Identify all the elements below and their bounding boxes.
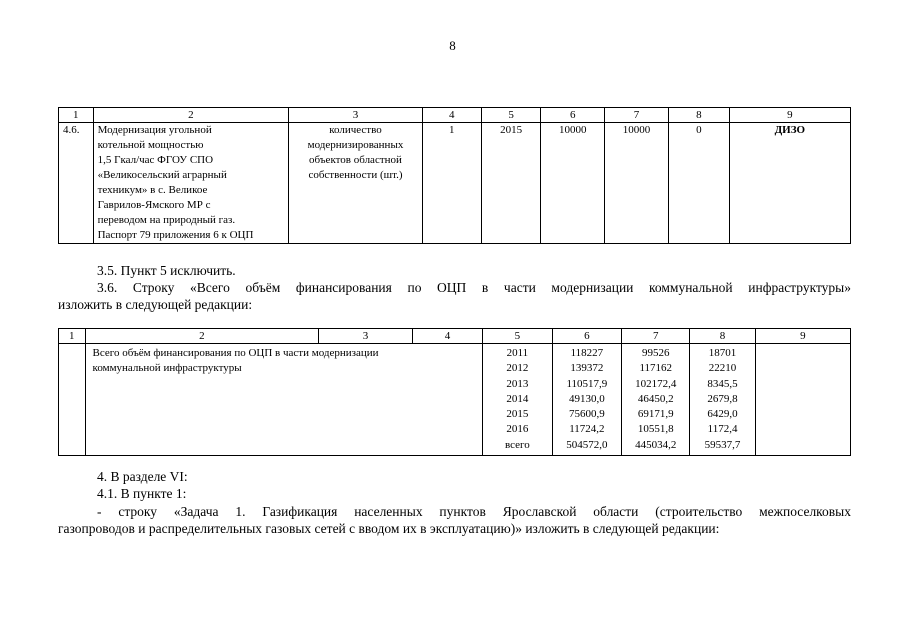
header-cell-4: 4: [422, 108, 481, 123]
header-cell-5: 5: [481, 108, 541, 123]
financing-name: [85, 344, 483, 456]
header-cell-4: 4: [412, 329, 482, 344]
table-header-row: [59, 108, 851, 123]
table-row: [59, 344, 851, 456]
value-cell: 1172,4: [707, 423, 738, 436]
header-cell-7: 7: [622, 329, 690, 344]
table-row: [59, 123, 851, 244]
value-cell: 118227: [570, 347, 604, 359]
name-line: коммунальной инфраструктуры: [92, 362, 242, 374]
indicator-line: модернизированных: [307, 139, 404, 151]
year-cell: 2014: [506, 392, 529, 405]
name-line: «Великосельский аграрный: [97, 169, 227, 181]
header-cell-9: 9: [755, 329, 850, 344]
paragraph-4: 4. В разделе VI:: [97, 469, 188, 484]
paragraph-3-6-line2: изложить в следующей редакции:: [58, 297, 253, 312]
financing-table: [58, 328, 851, 456]
cell-col7: 10000: [605, 123, 669, 244]
header-cell-3: 3: [289, 108, 423, 123]
col6-values: [552, 344, 622, 456]
name-line: Всего объём финансирования по ОЦП в части модернизации: [92, 347, 379, 359]
name-line: 1,5 Гкал/час ФГОУ СПО: [97, 154, 214, 166]
value-cell: 22210: [708, 362, 737, 375]
value-cell: 11724,2: [569, 423, 605, 436]
header-cell-6: 6: [552, 329, 622, 344]
header-cell-8: 8: [690, 329, 756, 344]
measure-name: [93, 123, 289, 244]
header-cell-8: 8: [668, 108, 729, 123]
value-cell: 6429,0: [707, 408, 738, 421]
table-header-row: [59, 329, 851, 344]
value-cell: 445034,2: [635, 438, 677, 451]
header-cell-1: 1: [59, 108, 94, 123]
value-cell: 46450,2: [637, 392, 674, 405]
cell-col6: 10000: [541, 123, 605, 244]
value-cell: 59537,7: [704, 438, 741, 451]
col8-values: [690, 344, 756, 456]
name-line: Гаврилов-Ямского МР с: [97, 199, 211, 211]
col7-values: [622, 344, 690, 456]
value-cell: 8345,5: [707, 377, 738, 390]
value-cell: 139372: [570, 362, 604, 375]
cell-col4: 1: [422, 123, 481, 244]
header-cell-2: 2: [85, 329, 319, 344]
value-cell: 69171,9: [637, 408, 674, 421]
cell-empty: [755, 344, 850, 456]
value-cell: 75600,9: [569, 408, 605, 421]
value-cell: 18701: [708, 347, 737, 359]
name-line: переводом на природный газ.: [97, 214, 236, 226]
cell-col8: 0: [668, 123, 729, 244]
year-cell: 2011: [506, 347, 529, 359]
paragraph-3-6-line1: 3.6. Строку «Всего объём финансирования по ОЦП в части модернизации коммунальной инфраструктуры»: [97, 280, 851, 295]
name-line: техникум» в с. Великое: [97, 184, 208, 196]
paragraph-3-5: 3.5. Пункт 5 исключить.: [97, 263, 236, 278]
year-cell: 2016: [506, 423, 529, 436]
value-cell: 102172,4: [635, 377, 677, 390]
header-cell-2: 2: [93, 108, 289, 123]
value-cell: 110517,9: [566, 377, 608, 390]
value-cell: 10551,8: [637, 423, 674, 436]
row-number: 4.6.: [59, 123, 94, 244]
cell-col5: 2015: [481, 123, 541, 244]
year-cell: 2013: [506, 377, 529, 390]
years-column: [483, 344, 552, 456]
year-cell: 2012: [506, 362, 529, 375]
name-line: Модернизация угольной: [97, 124, 212, 136]
indicator-line: собственности (шт.): [308, 169, 403, 181]
value-cell: 49130,0: [569, 392, 605, 405]
value-cell: 504572,0: [566, 438, 608, 451]
header-cell-7: 7: [605, 108, 669, 123]
value-cell: 99526: [642, 347, 670, 359]
year-cell: всего: [504, 438, 530, 451]
header-cell-5: 5: [483, 329, 552, 344]
header-cell-1: 1: [59, 329, 86, 344]
paragraph-4-1-line2: газопроводов и распределительных газовых сетей с вводом их в эксплуатацию)» изложить в следующей редакции:: [58, 521, 720, 536]
value-cell: 117162: [639, 362, 673, 375]
cell-col9: ДИЗО: [729, 123, 850, 244]
header-cell-3: 3: [319, 329, 413, 344]
name-line: Паспорт 79 приложения 6 к ОЦП: [97, 229, 254, 241]
year-cell: 2015: [506, 408, 529, 421]
header-cell-9: 9: [729, 108, 850, 123]
table-row-4-6: [58, 107, 851, 244]
name-line: котельной мощностью: [97, 139, 204, 151]
page-number: 8: [449, 38, 456, 53]
indicator-name: [289, 123, 423, 244]
paragraph-4-1: 4.1. В пункте 1:: [97, 486, 187, 501]
cell-empty: [59, 344, 86, 456]
paragraph-4-1-line1: - строку «Задача 1. Газификация населенных пунктов Ярославской области (строительство межпоселковых: [97, 504, 851, 519]
header-cell-6: 6: [541, 108, 605, 123]
indicator-line: объектов областной: [309, 154, 402, 166]
value-cell: 2679,8: [707, 392, 738, 405]
indicator-line: количество: [329, 124, 382, 136]
